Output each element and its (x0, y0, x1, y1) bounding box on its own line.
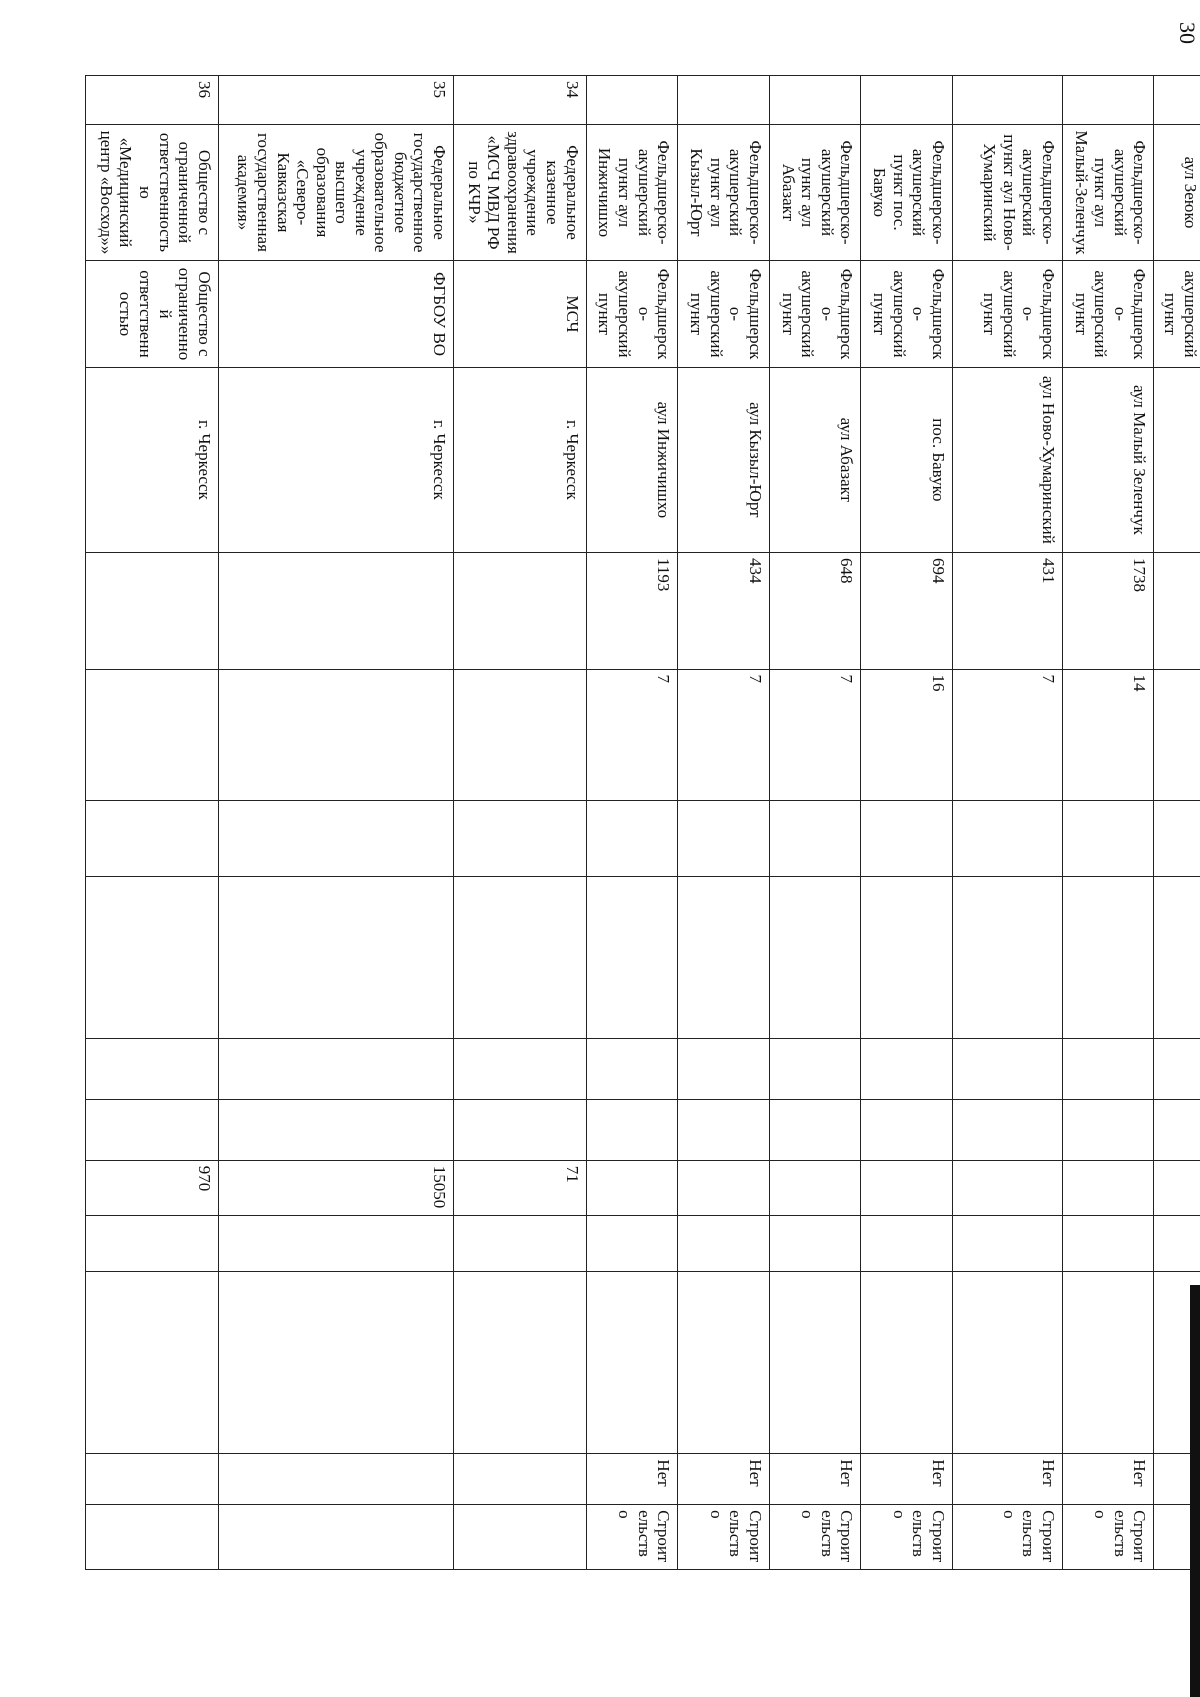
cell-empty (1154, 801, 1200, 877)
cell-empty (218, 1099, 453, 1160)
cell-empty (453, 1039, 586, 1100)
cell-distance: 7 (769, 669, 861, 801)
cell-empty (769, 877, 861, 1039)
page-number: 30 (1175, 22, 1200, 44)
cell-empty (218, 1216, 453, 1272)
cell-no: 34 (453, 76, 586, 125)
cell-empty (453, 801, 586, 877)
cell-distance (1154, 669, 1200, 801)
cell-no: 35 (218, 76, 453, 125)
cell-empty (678, 1099, 770, 1160)
cell-population: 431 (952, 553, 1062, 669)
cell-distance: 7 (586, 669, 678, 801)
cell-no (769, 76, 861, 125)
cell-empty (861, 801, 953, 877)
cell-type: акушерский пункт (1154, 261, 1200, 367)
cell-empty (861, 877, 953, 1039)
cell-empty (453, 1099, 586, 1160)
cell-population: 1738 (1062, 553, 1154, 669)
rotated-table-container (85, 75, 1200, 1570)
cell-need: Нет (586, 1454, 678, 1505)
cell-name: Фельдшерско-акушерский пункт аул Инжичишхо (586, 124, 678, 261)
cell-action (453, 1505, 586, 1570)
cell-type: Фельдшерско-акушерский пункт (1062, 261, 1154, 367)
cell-action: Строительство (952, 1505, 1062, 1570)
table-row (952, 76, 1062, 1570)
cell-location: аул Инжичишхо (586, 367, 678, 552)
cell-distance: 14 (1062, 669, 1154, 801)
cell-location: аул Ново-Хумаринский (952, 367, 1062, 552)
cell-population: 1193 (586, 553, 678, 669)
cell-empty (453, 1216, 586, 1272)
cell-type: ФГБОУ ВО (218, 261, 453, 367)
cell-empty (952, 1216, 1062, 1272)
cell-empty (86, 1039, 219, 1100)
cell-action: Строительство (586, 1505, 678, 1570)
cell-need (218, 1454, 453, 1505)
cell-capacity (769, 1160, 861, 1216)
cell-name: Фельдшерско-акушерский пункт пос. Бавуко (861, 124, 953, 261)
cell-empty (1062, 1039, 1154, 1100)
table-row (453, 76, 586, 1570)
cell-empty (453, 1272, 586, 1454)
cell-location: аул Малый Зеленчук (1062, 367, 1154, 552)
cell-name: Фельдшерско-акушерский пункт аул Ново-Хумаринский (952, 124, 1062, 261)
cell-location: г. Черкесск (86, 367, 219, 552)
cell-empty (1154, 1039, 1200, 1100)
cell-empty (218, 877, 453, 1039)
cell-empty (1062, 1216, 1154, 1272)
cell-empty (1062, 1272, 1154, 1454)
cell-distance (86, 669, 219, 801)
cell-no (1062, 76, 1154, 125)
cell-need: Нет (678, 1454, 770, 1505)
cell-name: Фельдшерско-акушерский пункт аул Кызыл-Юрт (678, 124, 770, 261)
facilities-table (85, 75, 1200, 1570)
cell-location: аул Абазакт (769, 367, 861, 552)
cell-empty (86, 801, 219, 877)
cell-empty (586, 801, 678, 877)
cell-need (453, 1454, 586, 1505)
cell-capacity (1154, 1160, 1200, 1216)
cell-population (86, 553, 219, 669)
cell-need: Нет (861, 1454, 953, 1505)
cell-empty (218, 1039, 453, 1100)
table-row (218, 76, 453, 1570)
cell-empty (952, 1039, 1062, 1100)
cell-capacity: 970 (86, 1160, 219, 1216)
table-row (678, 76, 770, 1570)
cell-population (1154, 553, 1200, 669)
cell-capacity (861, 1160, 953, 1216)
cell-empty (952, 801, 1062, 877)
cell-empty (769, 801, 861, 877)
cell-location (1154, 367, 1200, 552)
table-row (586, 76, 678, 1570)
cell-empty (1062, 1099, 1154, 1160)
table-row (86, 76, 219, 1570)
cell-no (952, 76, 1062, 125)
cell-name: Общество с ограниченной ответственностью «Медицинский центр «Восход»» (86, 124, 219, 261)
cell-name: аул Зеюко (1154, 124, 1200, 261)
cell-no (678, 76, 770, 125)
cell-distance: 16 (861, 669, 953, 801)
cell-empty (86, 1099, 219, 1160)
cell-empty (861, 1039, 953, 1100)
cell-no (1154, 76, 1200, 125)
cell-location: пос. Бавуко (861, 367, 953, 552)
cell-empty (1154, 1099, 1200, 1160)
cell-capacity (952, 1160, 1062, 1216)
cell-empty (678, 801, 770, 877)
cell-name: Фельдшерско-акушерский пункт аул Малый-Зеленчук (1062, 124, 1154, 261)
cell-empty (586, 1216, 678, 1272)
cell-empty (86, 877, 219, 1039)
cell-empty (861, 1099, 953, 1160)
cell-capacity: 15050 (218, 1160, 453, 1216)
cell-empty (769, 1216, 861, 1272)
cell-action: Строительство (1062, 1505, 1154, 1570)
cell-type: Фельдшерско-акушерский пункт (861, 261, 953, 367)
cell-no (586, 76, 678, 125)
cell-action: Строительство (678, 1505, 770, 1570)
cell-population: 434 (678, 553, 770, 669)
cell-capacity (1062, 1160, 1154, 1216)
cell-empty (86, 1216, 219, 1272)
cell-empty (678, 1216, 770, 1272)
cell-empty (586, 1272, 678, 1454)
cell-name: Федеральное казенное учреждение здравоохранения «МСЧ МВД РФ по КЧР» (453, 124, 586, 261)
cell-empty (586, 877, 678, 1039)
cell-empty (952, 877, 1062, 1039)
cell-type: Фельдшерско-акушерский пункт (952, 261, 1062, 367)
cell-type: Фельдшерско-акушерский пункт (586, 261, 678, 367)
cell-empty (861, 1272, 953, 1454)
cell-empty (678, 1272, 770, 1454)
cell-empty (453, 877, 586, 1039)
cell-no: 36 (86, 76, 219, 125)
cell-name: Федеральное государственное бюджетное образовательное учреждение высшего образования «Северо-Кавказская государственная академия» (218, 124, 453, 261)
cell-empty (952, 1099, 1062, 1160)
table-body (86, 76, 1200, 1570)
cell-distance: 7 (952, 669, 1062, 801)
cell-distance (218, 669, 453, 801)
cell-empty (769, 1099, 861, 1160)
cell-empty (218, 1272, 453, 1454)
table-row (1062, 76, 1154, 1570)
cell-type: Общество с ограниченной ответственностью (86, 261, 219, 367)
table-row (861, 76, 953, 1570)
cell-population (218, 553, 453, 669)
cell-empty (678, 877, 770, 1039)
cell-capacity: 71 (453, 1160, 586, 1216)
cell-need: Нет (769, 1454, 861, 1505)
cell-action: Строительство (769, 1505, 861, 1570)
cell-empty (86, 1272, 219, 1454)
cell-empty (1062, 877, 1154, 1039)
cell-empty (586, 1099, 678, 1160)
cell-empty (952, 1272, 1062, 1454)
cell-action: Строительство (861, 1505, 953, 1570)
cell-type: Фельдшерско-акушерский пункт (769, 261, 861, 367)
cell-location: аул Кызыл-Юрт (678, 367, 770, 552)
cell-distance (453, 669, 586, 801)
cell-distance: 7 (678, 669, 770, 801)
scan-edge-bar (1190, 1285, 1200, 1697)
cell-population: 694 (861, 553, 953, 669)
cell-empty (769, 1272, 861, 1454)
cell-type: МСЧ (453, 261, 586, 367)
cell-location: г. Черкесск (453, 367, 586, 552)
cell-population: 648 (769, 553, 861, 669)
cell-no (861, 76, 953, 125)
table-row (769, 76, 861, 1570)
cell-need: Нет (952, 1454, 1062, 1505)
cell-empty (1062, 801, 1154, 877)
cell-capacity (586, 1160, 678, 1216)
cell-empty (769, 1039, 861, 1100)
cell-location: г. Черкесск (218, 367, 453, 552)
cell-population (453, 553, 586, 669)
cell-type: Фельдшерско-акушерский пункт (678, 261, 770, 367)
cell-name: Фельдшерско-акушерский пункт аул Абазакт (769, 124, 861, 261)
cell-need: Нет (1062, 1454, 1154, 1505)
cell-empty (678, 1039, 770, 1100)
cell-empty (586, 1039, 678, 1100)
cell-empty (861, 1216, 953, 1272)
cell-action (218, 1505, 453, 1570)
cell-need (86, 1454, 219, 1505)
cell-empty (1154, 1216, 1200, 1272)
cell-action (86, 1505, 219, 1570)
cell-empty (1154, 877, 1200, 1039)
cell-empty (218, 801, 453, 877)
cell-capacity (678, 1160, 770, 1216)
